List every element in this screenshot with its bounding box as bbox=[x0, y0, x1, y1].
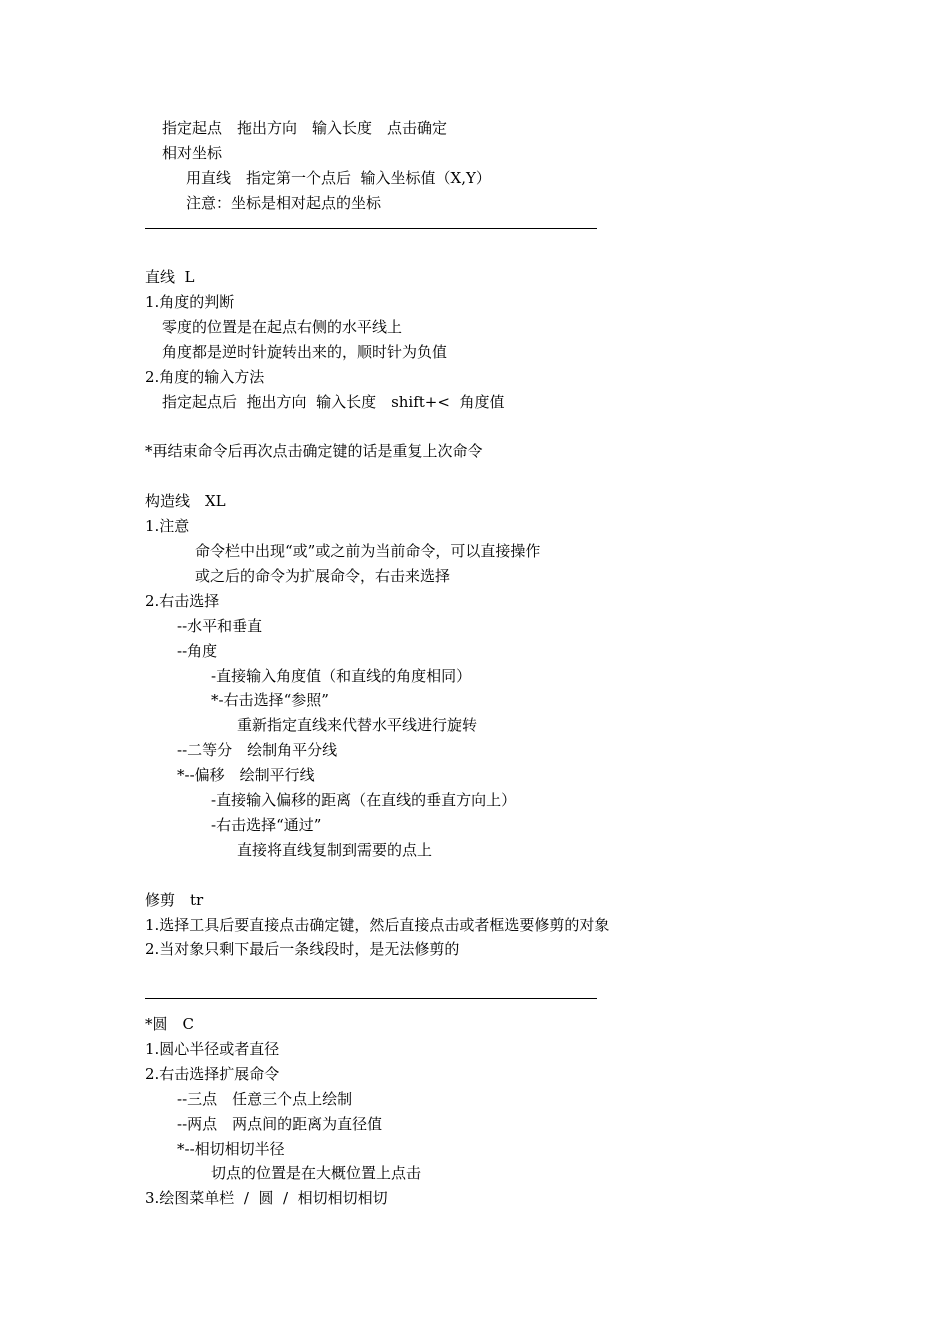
xline-line-12: -直接输入偏移的距离（在直线的垂直方向上） bbox=[211, 791, 517, 809]
line-section-note: *再结束命令后再次点击确定键的话是重复上次命令 bbox=[145, 442, 483, 460]
circle-line-7: 3.绘图菜单栏 / 圆 / 相切相切相切 bbox=[145, 1189, 388, 1207]
xline-line-3: 或之后的命令为扩展命令，右击来选择 bbox=[195, 567, 451, 585]
trim-section-title: 修剪 tr bbox=[145, 891, 204, 909]
xline-line-4: 2.右击选择 bbox=[145, 592, 220, 610]
line-section-line-4: 2.角度的输入方法 bbox=[145, 368, 265, 386]
xline-line-6: --角度 bbox=[177, 642, 218, 660]
intro-line-1: 指定起点 拖出方向 输入长度 点击确定 bbox=[162, 119, 448, 137]
circle-line-6: 切点的位置是在大概位置上点击 bbox=[211, 1164, 422, 1182]
intro-line-2: 相对坐标 bbox=[162, 144, 223, 162]
xline-section-title: 构造线 XL bbox=[145, 492, 226, 510]
circle-section-title: *圆 C bbox=[145, 1015, 194, 1033]
line-section-line-2: 零度的位置是在起点右侧的水平线上 bbox=[162, 318, 403, 336]
line-section-line-1: 1.角度的判断 bbox=[145, 293, 235, 311]
xline-line-13: -右击选择“通过” bbox=[211, 816, 322, 834]
trim-line-2: 2.当对象只剩下最后一条线段时，是无法修剪的 bbox=[145, 940, 460, 958]
xline-line-10: --二等分 绘制角平分线 bbox=[177, 741, 338, 759]
circle-line-4: --两点 两点间的距离为直径值 bbox=[177, 1115, 383, 1133]
circle-line-3: --三点 任意三个点上绘制 bbox=[177, 1090, 353, 1108]
circle-line-5: *--相切相切半径 bbox=[177, 1140, 285, 1158]
divider-1 bbox=[145, 228, 597, 229]
line-section-line-5: 指定起点后 拖出方向 输入长度 shift+< 角度值 bbox=[162, 393, 505, 411]
circle-line-1: 1.圆心半径或者直径 bbox=[145, 1040, 280, 1058]
intro-line-4: 注意：坐标是相对起点的坐标 bbox=[186, 194, 382, 212]
xline-line-5: --水平和垂直 bbox=[177, 617, 263, 635]
xline-line-1: 1.注意 bbox=[145, 517, 190, 535]
line-section-title: 直线 L bbox=[145, 268, 195, 286]
xline-line-8: *-右击选择“参照” bbox=[211, 691, 329, 709]
divider-2 bbox=[145, 998, 597, 999]
xline-line-7: -直接输入角度值（和直线的角度相同） bbox=[211, 667, 472, 685]
xline-line-11: *--偏移 绘制平行线 bbox=[177, 766, 315, 784]
xline-line-2: 命令栏中出现“或”或之前为当前命令，可以直接操作 bbox=[195, 542, 541, 560]
xline-line-9: 重新指定直线来代替水平线进行旋转 bbox=[237, 716, 478, 734]
trim-line-1: 1.选择工具后要直接点击确定键，然后直接点击或者框选要修剪的对象 bbox=[145, 916, 610, 934]
intro-line-3: 用直线 指定第一个点后 输入坐标值（X,Y） bbox=[186, 169, 491, 187]
xline-line-14: 直接将直线复制到需要的点上 bbox=[237, 841, 433, 859]
line-section-line-3: 角度都是逆时针旋转出来的，顺时针为负值 bbox=[162, 343, 448, 361]
circle-line-2: 2.右击选择扩展命令 bbox=[145, 1065, 280, 1083]
